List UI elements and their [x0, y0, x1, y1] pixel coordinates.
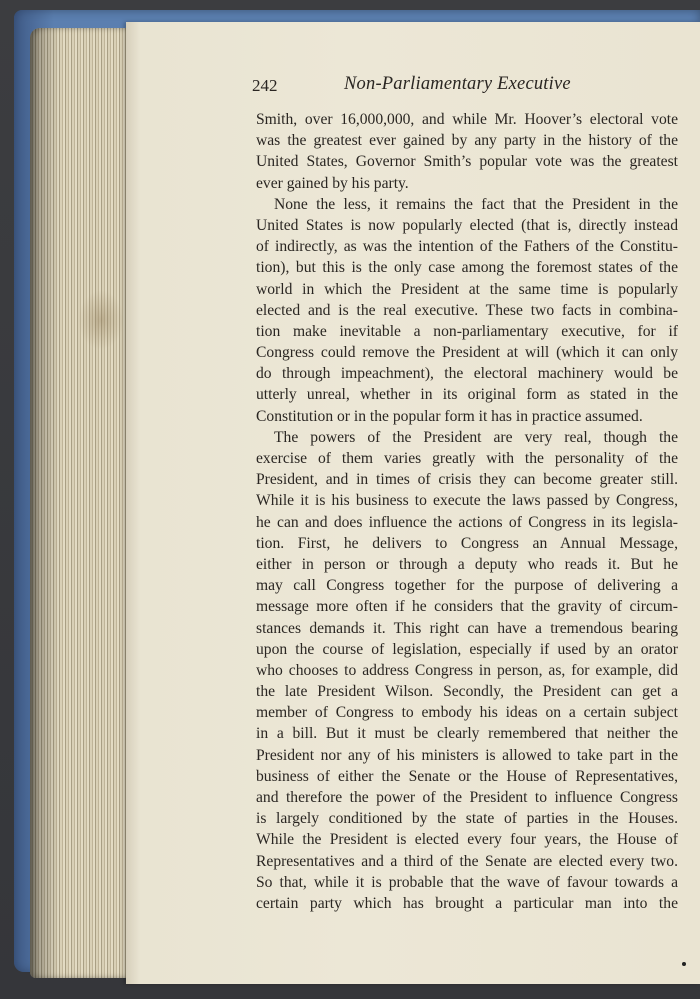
text-line: he can and does influence the actions of Congress in its legisla-: [256, 513, 678, 531]
text-line: the late President Wilson. Secondly, the President can get a: [256, 683, 678, 701]
text-line: was the greatest ever gained by any party in the history of the: [256, 132, 678, 150]
text-line: who chooses to address Congress in person, as, for example, did: [256, 661, 678, 679]
text-line: upon the course of legislation, especially if used by an orator: [256, 640, 678, 658]
text-line: business of either the Senate or the House of Representatives,: [256, 767, 678, 785]
text-line: President, and in times of crisis they can become greater still.: [256, 471, 678, 489]
text-line: is largely conditioned by the state of parties in the Houses.: [256, 810, 678, 828]
text-line: certain party which has brought a particular man into the: [256, 894, 678, 912]
text-line: The powers of the President are very real, though the: [274, 428, 678, 446]
text-line: Congress could remove the President at will (which it can only: [256, 344, 678, 362]
text-line: tion), but this is the only case among the foremost states of the: [256, 259, 678, 277]
text-line: and therefore the power of the President to influence Congress: [256, 789, 678, 806]
text-line: elected and is the real executive. These two facts in combina-: [256, 301, 678, 319]
text-line: ever gained by his party.: [256, 174, 409, 192]
page-header: [252, 74, 682, 100]
text-line: may call Congress together for the purpose of delivering a: [256, 577, 678, 595]
paragraph: [256, 109, 678, 194]
text-line: Representatives and a third of the Senate are elected every two.: [256, 852, 678, 870]
running-title: Non-Parliamentary Executive: [344, 74, 571, 94]
text-line: member of Congress to embody his ideas on a certain subject: [256, 704, 678, 722]
text-line: United States is now popularly elected (that is, directly instead: [256, 216, 678, 234]
text-line: exercise of them varies greatly with the personality of the: [256, 450, 678, 467]
text-line: stances demands it. This right can have a tremendous bearing: [256, 619, 678, 637]
text-line: Smith, over 16,000,000, and while Mr. Hoover’s electoral vote: [256, 111, 678, 128]
text-line: either in person or through a deputy who reads it. But he: [256, 555, 678, 573]
stack-shadow: [30, 28, 60, 978]
text-line: tion make inevitable a non-parliamentary executive, for if: [256, 322, 678, 340]
text-line: None the less, it remains the fact that the President in the: [274, 195, 678, 213]
page-mark: [682, 962, 686, 966]
page-edge-stain: [78, 290, 124, 350]
page-number: 242: [252, 76, 278, 95]
body-text: [256, 109, 678, 914]
text-line: While the President is elected every four years, the House of: [256, 831, 678, 849]
text-line: So that, while it is probable that the wave of favour towards a: [256, 873, 678, 891]
text-line: Constitution or in the popular form it has in practice assumed.: [256, 407, 643, 425]
text-line: President nor any of his ministers is allowed to take part in the: [256, 746, 678, 764]
text-line: utterly unreal, whether in its original form as stated in the: [256, 386, 678, 404]
text-line: tion. First, he delivers to Congress an Annual Message,: [256, 534, 678, 552]
text-line: in a bill. But it must be clearly remembered that neither the: [256, 725, 678, 743]
paragraph: [256, 427, 678, 914]
text-line: do through impeachment), the electoral machinery would be: [256, 365, 678, 383]
text-line: world in which the President at the same time is popularly: [256, 280, 678, 298]
text-line: message more often if he considers that the gravity of circum-: [256, 598, 678, 616]
text-line: United States, Governor Smith’s popular vote was the greatest: [256, 153, 678, 171]
text-line: of indirectly, as was the intention of the Fathers of the Constitu-: [256, 238, 678, 256]
paragraph: [256, 194, 678, 427]
text-line: While it is his business to execute the laws passed by Congress,: [256, 492, 678, 510]
